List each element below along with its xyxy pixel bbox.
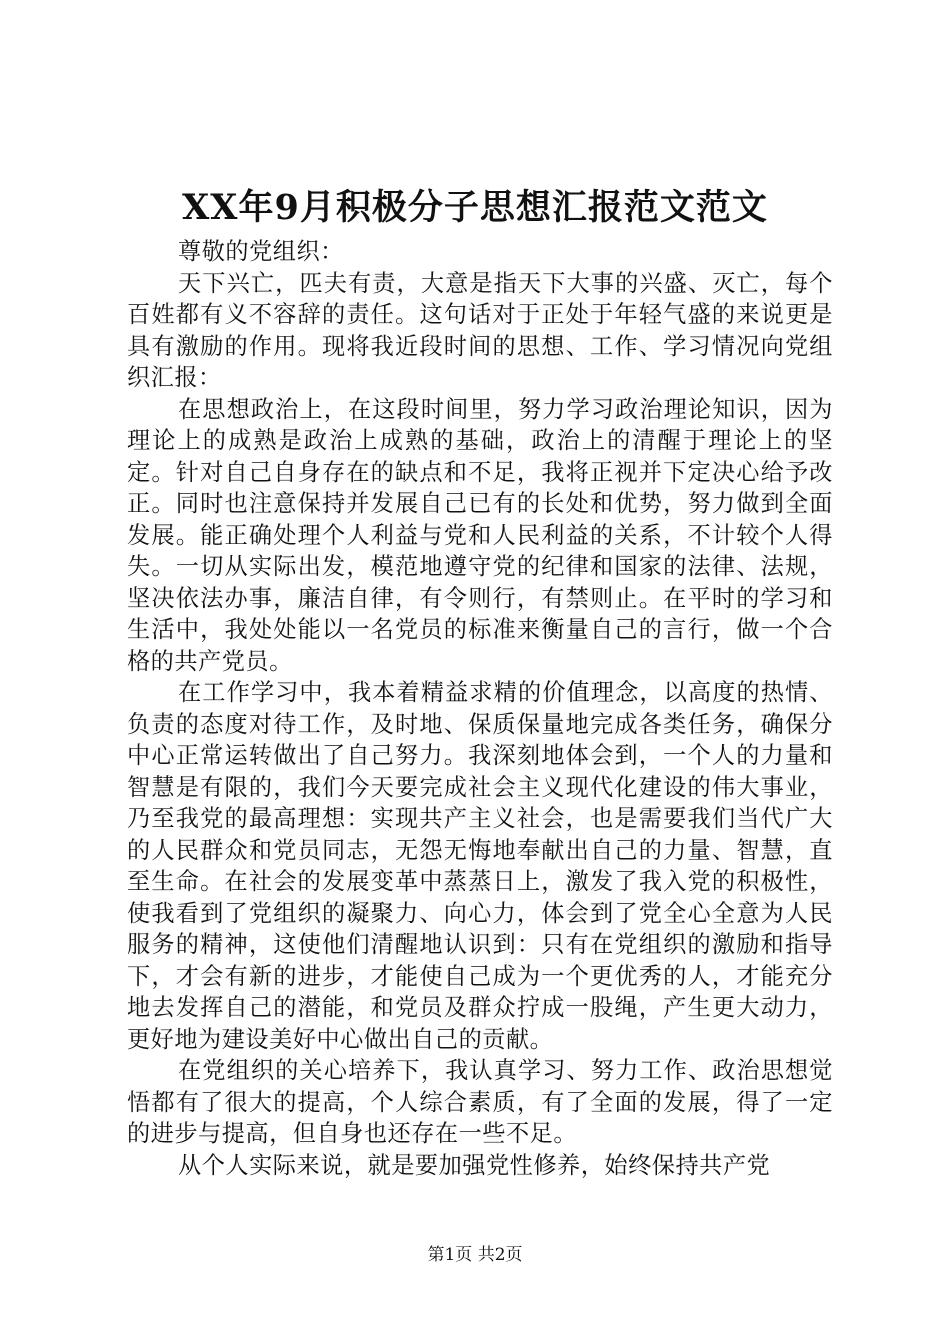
salutation: 尊敬的党组织： bbox=[178, 238, 344, 265]
page-number-footer: 第1页 共2页 bbox=[427, 1245, 523, 1265]
paragraph-2: 在思想政治上，在这段时间里，努力学习政治理论知识，因为理论上的成熟是政治上成熟的基础，政治上的清醒于理论上的坚定。针对自己自身存在的缺点和不足，我将正视并下定决心给予改正。同时也注意保持并发展自己已有的长处和优势，努力做到全面发展。能正确处理个人利益与党和人民利益的关系，不计较个人得失。一切从实际出发，模范地遵守党的纪律和国家的法律、法规，坚决依法办事，廉洁自律，有令则行，有禁则止。在平时的学习和生活中，我处处能以一名党员的标准来衡量自己的言行，做一个合格的共产党员。 bbox=[127, 395, 833, 675]
document-title: XX年9月积极分子思想汇报范文范文 bbox=[182, 187, 768, 228]
paragraph-4: 在党组织的关心培养下，我认真学习、努力工作、政治思想觉悟都有了很大的提高，个人综合素质，有了全面的发展，得了一定的进步与提高，但自身也还存在一些不足。 bbox=[127, 1057, 833, 1147]
paragraph-5: 从个人实际来说，就是要加强党性修养，始终保持共产党 bbox=[178, 1151, 771, 1179]
paragraph-1: 天下兴亡，匹夫有责，大意是指天下大事的兴盛、灭亡，每个百姓都有义不容辞的责任。这句话对于正处于年轻气盛的来说更是具有激励的作用。现将我近段时间的思想、工作、学习情况向党组织汇报： bbox=[127, 269, 833, 391]
paragraph-3: 在工作学习中，我本着精益求精的价值理念，以高度的热情、负责的态度对待工作，及时地、保质保量地完成各类任务，确保分中心正常运转做出了自己努力。我深刻地体会到，一个人的力量和智慧是有限的，我们今天要完成社会主义现代化建设的伟大事业，乃至我党的最高理想：实现共产主义社会，也是需要我们当代广大的人民群众和党员同志，无怨无悔地奉献出自己的力量、智慧，直至生命。在社会的发展变革中蒸蒸日上，激发了我入党的积极性，使我看到了党组织的凝聚力、向心力，体会到了党全心全意为人民服务的精神，这使他们清醒地认识到：只有在党组织的激励和指导下，才会有新的进步，才能使自己成为一个更优秀的人，才能充分地去发挥自己的潜能，和党员及群众拧成一股绳，产生更大动力，更好地为建设美好中心做出自己的贡献。 bbox=[127, 679, 833, 1053]
document-body bbox=[127, 236, 833, 1181]
